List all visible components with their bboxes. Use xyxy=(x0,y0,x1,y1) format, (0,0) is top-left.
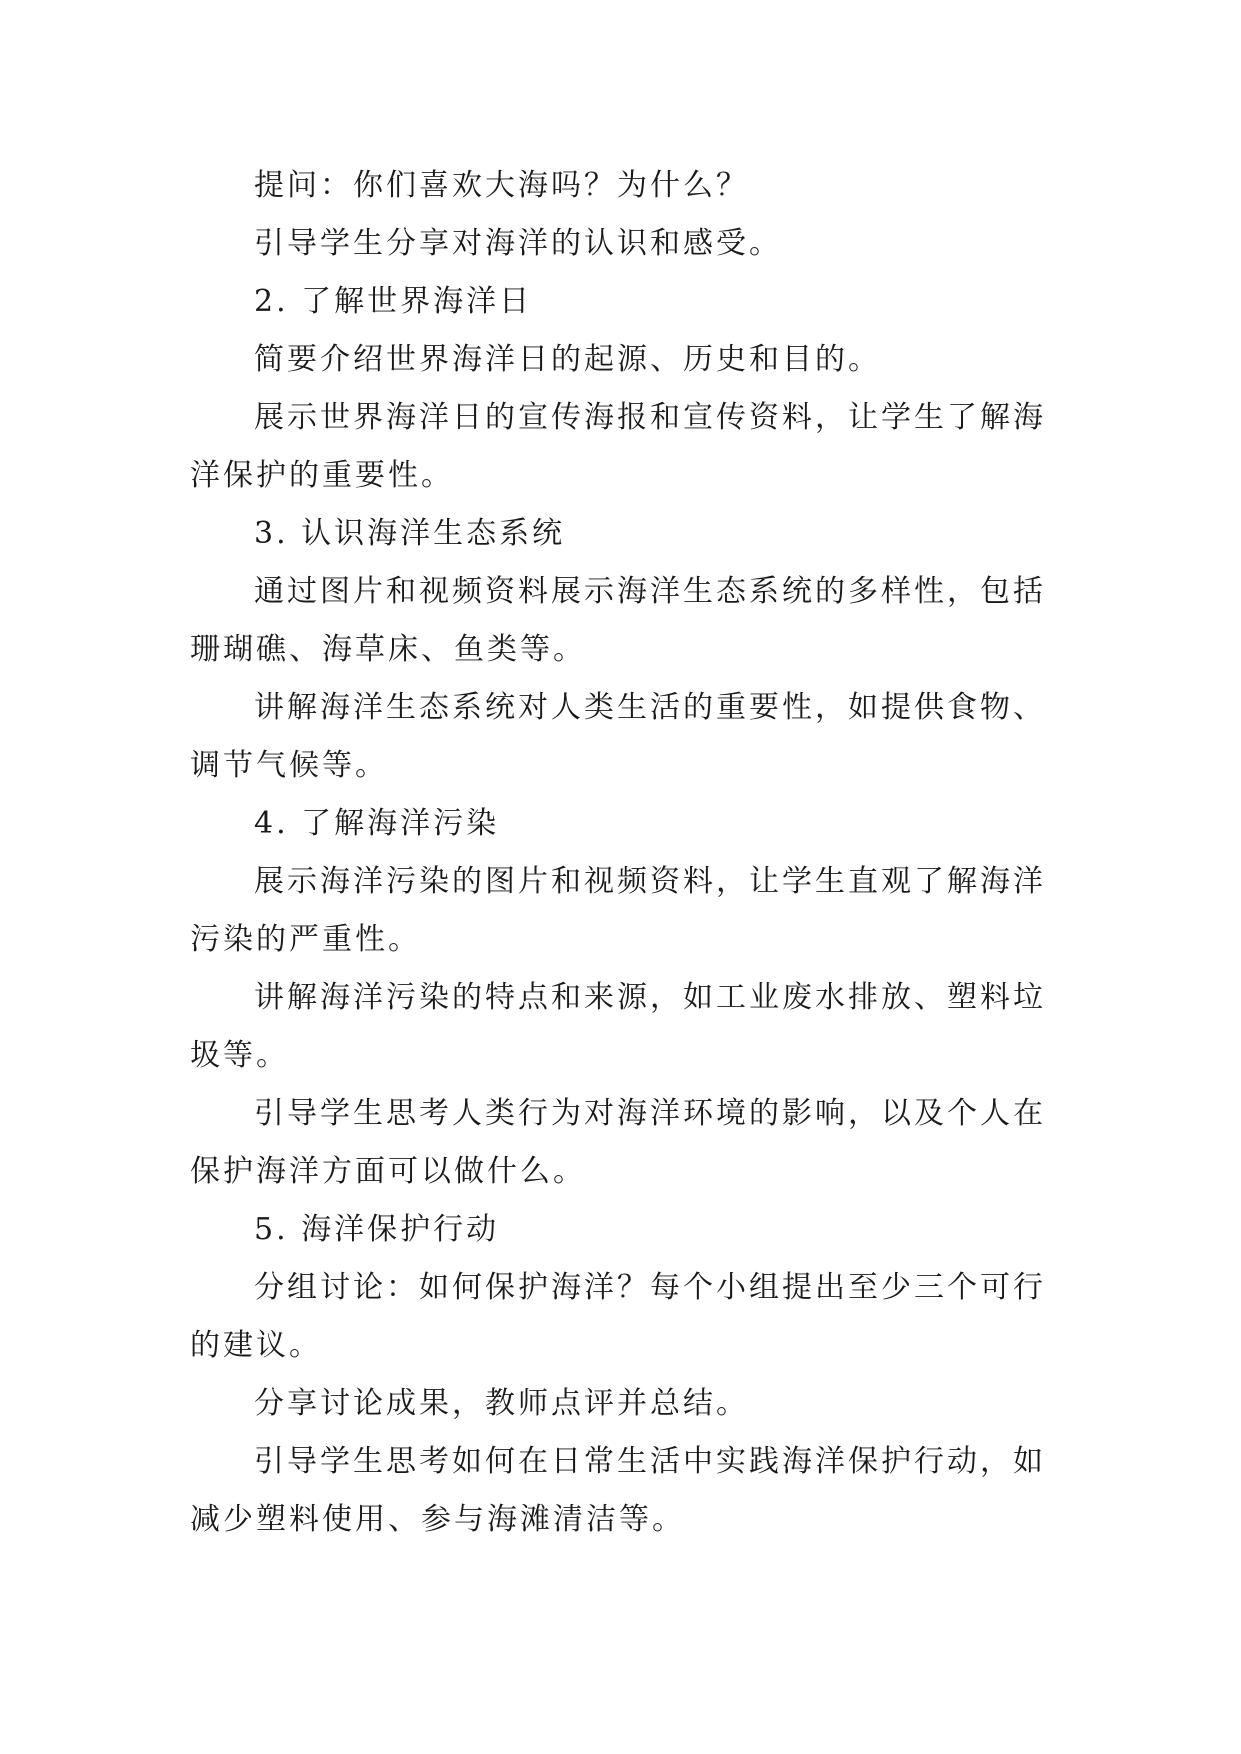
section-heading-4: 4. 了解海洋污染 xyxy=(254,806,500,841)
paragraph-line: 简要介绍世界海洋日的起源、历史和目的。 xyxy=(254,342,881,377)
paragraph-line: 展示世界海洋日的宣传海报和宣传资料，让学生了解海 xyxy=(254,400,1046,435)
paragraph-line: 污染的严重性。 xyxy=(190,922,421,957)
paragraph-line: 珊瑚礁、海草床、鱼类等。 xyxy=(190,632,586,667)
section-heading-2: 2. 了解世界海洋日 xyxy=(254,284,533,319)
paragraph-line: 讲解海洋生态系统对人类生活的重要性，如提供食物、 xyxy=(254,690,1046,725)
paragraph-line: 洋保护的重要性。 xyxy=(190,458,454,493)
paragraph-line: 减少塑料使用、参与海滩清洁等。 xyxy=(190,1502,685,1537)
paragraph-line: 调节气候等。 xyxy=(190,748,388,783)
section-heading-3: 3. 认识海洋生态系统 xyxy=(254,516,566,551)
paragraph-line: 分组讨论：如何保护海洋？每个小组提出至少三个可行 xyxy=(254,1270,1046,1305)
paragraph-line: 的建议。 xyxy=(190,1328,322,1363)
paragraph-line: 引导学生思考人类行为对海洋环境的影响，以及个人在 xyxy=(254,1096,1046,1131)
section-heading-5: 5. 海洋保护行动 xyxy=(254,1212,500,1247)
paragraph-line: 引导学生思考如何在日常生活中实践海洋保护行动，如 xyxy=(254,1444,1046,1479)
paragraph-line: 讲解海洋污染的特点和来源，如工业废水排放、塑料垃 xyxy=(254,980,1046,1015)
paragraph-line: 保护海洋方面可以做什么。 xyxy=(190,1154,586,1189)
paragraph-line: 圾等。 xyxy=(190,1038,289,1073)
paragraph-line: 分享讨论成果，教师点评并总结。 xyxy=(254,1386,749,1421)
question-line: 提问：你们喜欢大海吗？为什么？ xyxy=(254,168,749,203)
paragraph-line: 通过图片和视频资料展示海洋生态系统的多样性，包括 xyxy=(254,574,1046,609)
paragraph-line: 展示海洋污染的图片和视频资料，让学生直观了解海洋 xyxy=(254,864,1046,899)
paragraph-line: 引导学生分享对海洋的认识和感受。 xyxy=(254,226,782,261)
